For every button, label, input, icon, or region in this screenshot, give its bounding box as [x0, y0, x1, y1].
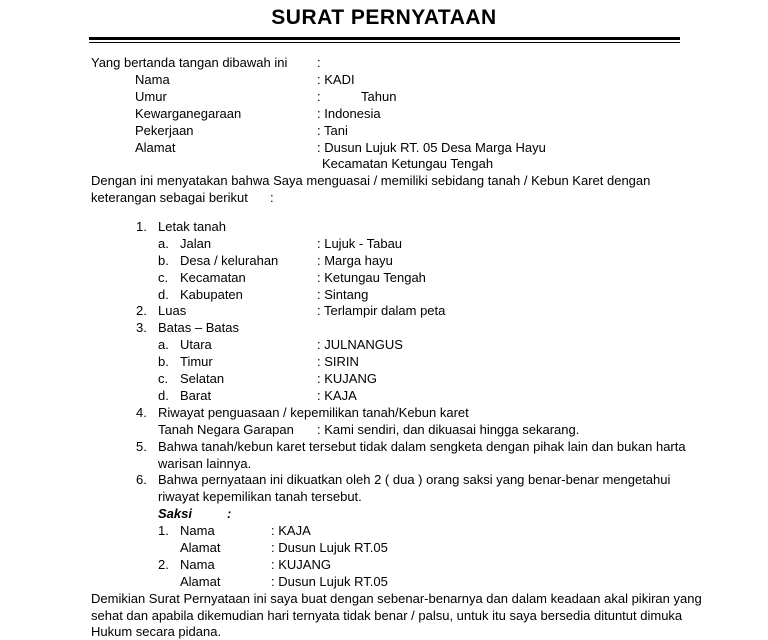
title-rule-thin [89, 42, 680, 43]
kabupaten-label: Kabupaten [180, 287, 243, 302]
intro-line: Yang bertanda tangan dibawah ini [91, 55, 288, 70]
witness-1-name-value: : KAJA [271, 523, 311, 538]
saksi-colon: : [227, 506, 232, 521]
title-rule-thick [89, 37, 680, 40]
item-number: 2. [136, 303, 147, 318]
sub-letter: d. [158, 287, 169, 302]
sub-letter: a. [158, 236, 169, 251]
witness-number: 2. [158, 557, 169, 572]
name-value: : KADI [317, 72, 355, 87]
timur-value: : SIRIN [317, 354, 359, 369]
selatan-label: Selatan [180, 371, 225, 386]
name-label: Nama [135, 72, 170, 87]
nationality-label: Kewarganegaraan [135, 106, 242, 121]
item-6-line-2: riwayat kepemilikan tanah tersebut. [158, 489, 362, 504]
intro-colon: : [317, 55, 321, 70]
closing-line-2: sehat dan apabila dikemudian hari ternyata tidak benar / palsu, untuk itu saya bersedia dituntut dimuka [91, 608, 683, 623]
witness-1-address-label: Alamat [180, 540, 221, 555]
address-value-1: : Dusun Lujuk RT. 05 Desa Marga Hayu [317, 140, 546, 155]
sub-letter: b. [158, 253, 169, 268]
item-letak-tanah: Letak tanah [158, 219, 226, 234]
item-6-line-1: Bahwa pernyataan ini dikuatkan oleh 2 ( dua ) orang saksi yang benar-benar mengetahui [158, 472, 671, 487]
declaration-line-2: keterangan sebagai berikut [91, 190, 248, 205]
witness-2-name-label: Nama [180, 557, 215, 572]
item-number: 6. [136, 472, 147, 487]
sub-letter: b. [158, 354, 169, 369]
desa-value: : Marga hayu [317, 253, 393, 268]
age-unit: Tahun [361, 89, 397, 104]
saksi-label: Saksi [158, 506, 192, 521]
page-title: SURAT PERNYATAAN [271, 6, 497, 29]
riwayat-label: Riwayat penguasaan / kepemilikan tanah/Kebun karet [158, 405, 469, 420]
job-label: Pekerjaan [135, 123, 194, 138]
batas-label: Batas – Batas [158, 320, 239, 335]
declaration-line-1: Dengan ini menyatakan bahwa Saya menguasai / memiliki sebidang tanah / Kebun Karet dengan [91, 173, 651, 188]
nationality-value: : Indonesia [317, 106, 381, 121]
witness-1-name-label: Nama [180, 523, 215, 538]
item-number: 1. [136, 219, 147, 234]
sub-letter: c. [158, 270, 169, 285]
barat-label: Barat [180, 388, 212, 403]
closing-line-1: Demikian Surat Pernyataan ini saya buat dengan sebenar-benarnya dan dalam keadaan akal pikiran yang [91, 591, 702, 606]
job-value: : Tani [317, 123, 348, 138]
sub-letter: a. [158, 337, 169, 352]
selatan-value: : KUJANG [317, 371, 377, 386]
declaration-colon: : [270, 190, 274, 205]
kecamatan-label: Kecamatan [180, 270, 246, 285]
timur-label: Timur [180, 354, 213, 369]
closing-line-3: Hukum secara pidana. [91, 624, 222, 639]
luas-label: Luas [158, 303, 187, 318]
witness-1-address-value: : Dusun Lujuk RT.05 [271, 540, 388, 555]
barat-value: : KAJA [317, 388, 357, 403]
witness-2-address-label: Alamat [180, 574, 221, 589]
item-5-line-2: warisan lainnya. [158, 456, 252, 471]
witness-2-name-value: : KUJANG [271, 557, 331, 572]
address-label: Alamat [135, 140, 176, 155]
jalan-label: Jalan [180, 236, 212, 251]
utara-label: Utara [180, 337, 212, 352]
utara-value: : JULNANGUS [317, 337, 403, 352]
tanah-negara-label: Tanah Negara Garapan [158, 422, 294, 437]
kabupaten-value: : Sintang [317, 287, 369, 302]
age-colon: : [317, 89, 321, 104]
item-number: 3. [136, 320, 147, 335]
desa-label: Desa / kelurahan [180, 253, 279, 268]
tanah-negara-value: : Kami sendiri, dan dikuasai hingga sekarang. [317, 422, 580, 437]
kecamatan-value: : Ketungau Tengah [317, 270, 426, 285]
witness-number: 1. [158, 523, 169, 538]
item-number: 5. [136, 439, 147, 454]
witness-2-address-value: : Dusun Lujuk RT.05 [271, 574, 388, 589]
sub-letter: d. [158, 388, 169, 403]
sub-letter: c. [158, 371, 169, 386]
item-5-line-1: Bahwa tanah/kebun karet tersebut tidak dalam sengketa dengan pihak lain dan bukan harta [158, 439, 686, 454]
address-value-2: Kecamatan Ketungau Tengah [322, 156, 494, 171]
jalan-value: : Lujuk - Tabau [317, 236, 403, 251]
age-label: Umur [135, 89, 167, 104]
item-number: 4. [136, 405, 147, 420]
luas-value: : Terlampir dalam peta [317, 303, 446, 318]
